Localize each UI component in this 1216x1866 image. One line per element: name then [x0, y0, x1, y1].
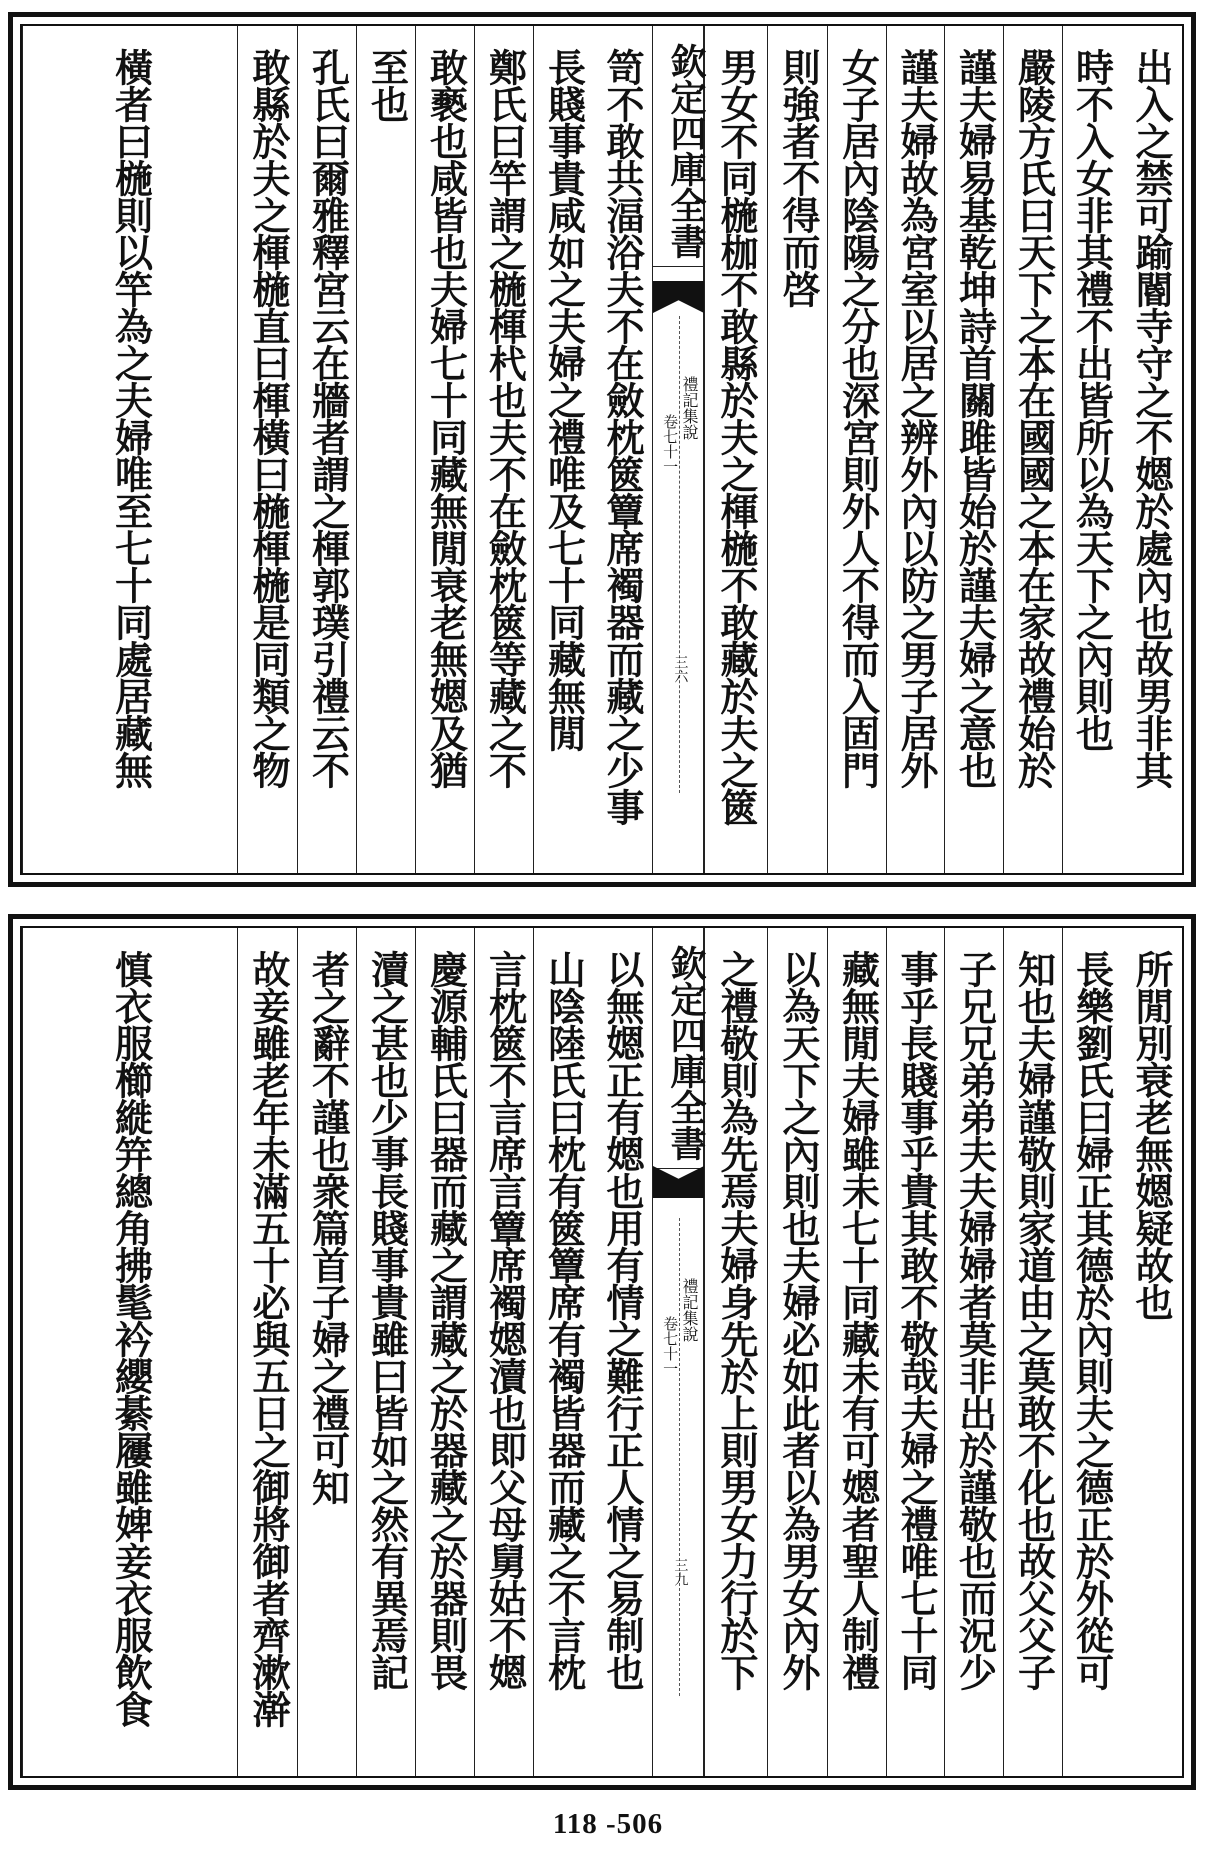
- text-column: [1119, 928, 1183, 1776]
- center-fold: [652, 928, 705, 1776]
- column-text: 故妾雖老年未滿五十必與五日之御將御者齊漱澣: [246, 950, 291, 1727]
- column-text: 藏無閒夫婦雖未七十同藏未有可𡟯者聖人制禮: [835, 950, 881, 1690]
- column-text: 子兄兄弟弟夫夫婦婦者莫非出於謹敬也而況少: [952, 950, 998, 1690]
- text-column: [1003, 26, 1063, 873]
- column-text: 出入之禁可踰閽寺守之不𡟯於處內也故男非其: [1129, 48, 1174, 788]
- bottom-page: [8, 914, 1196, 1790]
- top-page: [8, 12, 1196, 887]
- column-text: 謹夫婦故為宮室以居之辨外內以防之男子居外: [894, 48, 939, 788]
- text-column: [22, 928, 238, 1776]
- column-text: 所閒別衰老無𡟯疑故也: [1129, 950, 1174, 1320]
- text-column: [474, 928, 534, 1776]
- column-text: 敢褻也咸皆也夫婦七十同藏無閒衰老無𡟯及猶: [423, 48, 469, 788]
- text-column: [592, 928, 652, 1776]
- text-column: [22, 26, 238, 873]
- text-column: [237, 26, 298, 873]
- text-column: [415, 928, 475, 1776]
- column-text: 瀆之甚也少事長賤事貴雖曰皆如之然有異焉記: [364, 950, 410, 1690]
- column-text: 嚴陵方氏曰天下之本在國國之本在家故禮始於: [1011, 48, 1057, 788]
- column-text: 孔氏曰爾雅釋宮云在牆者謂之楎郭璞引禮云不: [305, 48, 351, 788]
- column-text: 事乎長賤事乎貴其敢不敬哉夫婦之禮唯七十同: [894, 950, 939, 1690]
- column-text: 鄭氏曰竿謂之椸楎杙也夫不在斂枕篋等藏之不: [482, 48, 528, 788]
- text-column: [237, 928, 298, 1776]
- fish-tail-mark: [653, 281, 704, 313]
- text-column: [533, 928, 593, 1776]
- column-text: 長樂劉氏曰婦正其德於內則夫之德正於外從可: [1069, 950, 1115, 1690]
- column-text: 以無𡟯正有𡟯也用有情之難行正人情之易制也: [600, 950, 645, 1690]
- column-text: 至也: [364, 48, 410, 122]
- center-page-number: 三六: [672, 655, 689, 683]
- column-text: 男女不同椸枷不敢縣於夫之楎椸不敢藏於夫之篋: [714, 48, 759, 825]
- text-column: [474, 26, 534, 873]
- column-text: 之禮敬則為先焉夫婦身先於上則男女力行於下: [714, 950, 759, 1690]
- column-text: 笥不敢共湢浴夫不在斂枕篋簟席襡器而藏之少事: [600, 48, 645, 825]
- page-number: 118 -506: [552, 1808, 664, 1840]
- text-column: [703, 928, 768, 1776]
- column-text: 長賤事貴咸如之夫婦之禮唯及七十同藏無閒: [541, 48, 587, 751]
- text-column: [1003, 928, 1063, 1776]
- center-page-number: 三九: [672, 1558, 689, 1586]
- text-column: [1062, 928, 1120, 1776]
- column-text: 慶源輔氏曰器而藏之謂藏之於器藏之於器則畏: [423, 950, 469, 1690]
- text-column: [533, 26, 593, 873]
- center-volume: 卷七十一: [661, 1316, 680, 1376]
- text-column: [827, 928, 887, 1776]
- text-column: [1119, 26, 1183, 873]
- text-column: [415, 26, 475, 873]
- text-column: [297, 928, 357, 1776]
- column-text: 慎衣服櫛縰笄總角拂髦衿纓綦屨雖婢妾衣服飲食: [108, 950, 154, 1727]
- text-column: [944, 26, 1004, 873]
- bottom-page-frame: [20, 926, 1184, 1778]
- center-volume: 卷七十一: [661, 414, 680, 474]
- top-page-frame: [20, 24, 1184, 875]
- center-book-title: 禮記集說: [680, 1278, 700, 1342]
- text-column: [886, 928, 945, 1776]
- column-text: 以為天下之內則也夫婦必如此者以為男女內外: [776, 950, 821, 1690]
- column-text: 者之辭不謹也衆篇首子婦之禮可知: [305, 950, 351, 1505]
- text-column: [297, 26, 357, 873]
- text-column: [827, 26, 887, 873]
- text-column: [356, 928, 416, 1776]
- text-column: [356, 26, 416, 873]
- text-column: [767, 26, 828, 873]
- text-column: [592, 26, 652, 873]
- column-text: 時不入女非其禮不出皆所以為天下之內則也: [1069, 48, 1115, 751]
- center-book-title: 禮記集說: [680, 376, 700, 440]
- center-fold: [652, 26, 705, 873]
- text-column: [767, 928, 828, 1776]
- text-column: [703, 26, 768, 873]
- center-title: 欽定四庫全書: [653, 938, 704, 1169]
- text-column: [1062, 26, 1120, 873]
- center-title: 欽定四庫全書: [653, 36, 704, 267]
- column-text: 橫者曰椸則以竿為之夫婦唯至七十同處居藏無: [108, 48, 154, 788]
- column-text: 言枕篋不言席言簟席襡𡟯瀆也即父母舅姑不𡟯: [482, 950, 528, 1690]
- fish-tail-mark: [653, 1166, 704, 1198]
- column-text: 謹夫婦易基乾坤詩首關雎皆始於謹夫婦之意也: [952, 48, 998, 788]
- column-text: 女子居內陰陽之分也深宮則外人不得而入固門: [835, 48, 881, 788]
- text-column: [886, 26, 945, 873]
- column-text: 敢縣於夫之楎椸直曰楎橫曰椸楎椸是同類之物: [246, 48, 291, 788]
- column-text: 則強者不得而啓: [776, 48, 821, 307]
- column-text: 知也夫婦謹敬則家道由之莫敢不化也故父父子: [1011, 950, 1057, 1690]
- column-text: 山陰陸氏曰枕有篋簟席有襡皆器而藏之不言枕: [541, 950, 587, 1690]
- text-column: [944, 928, 1004, 1776]
